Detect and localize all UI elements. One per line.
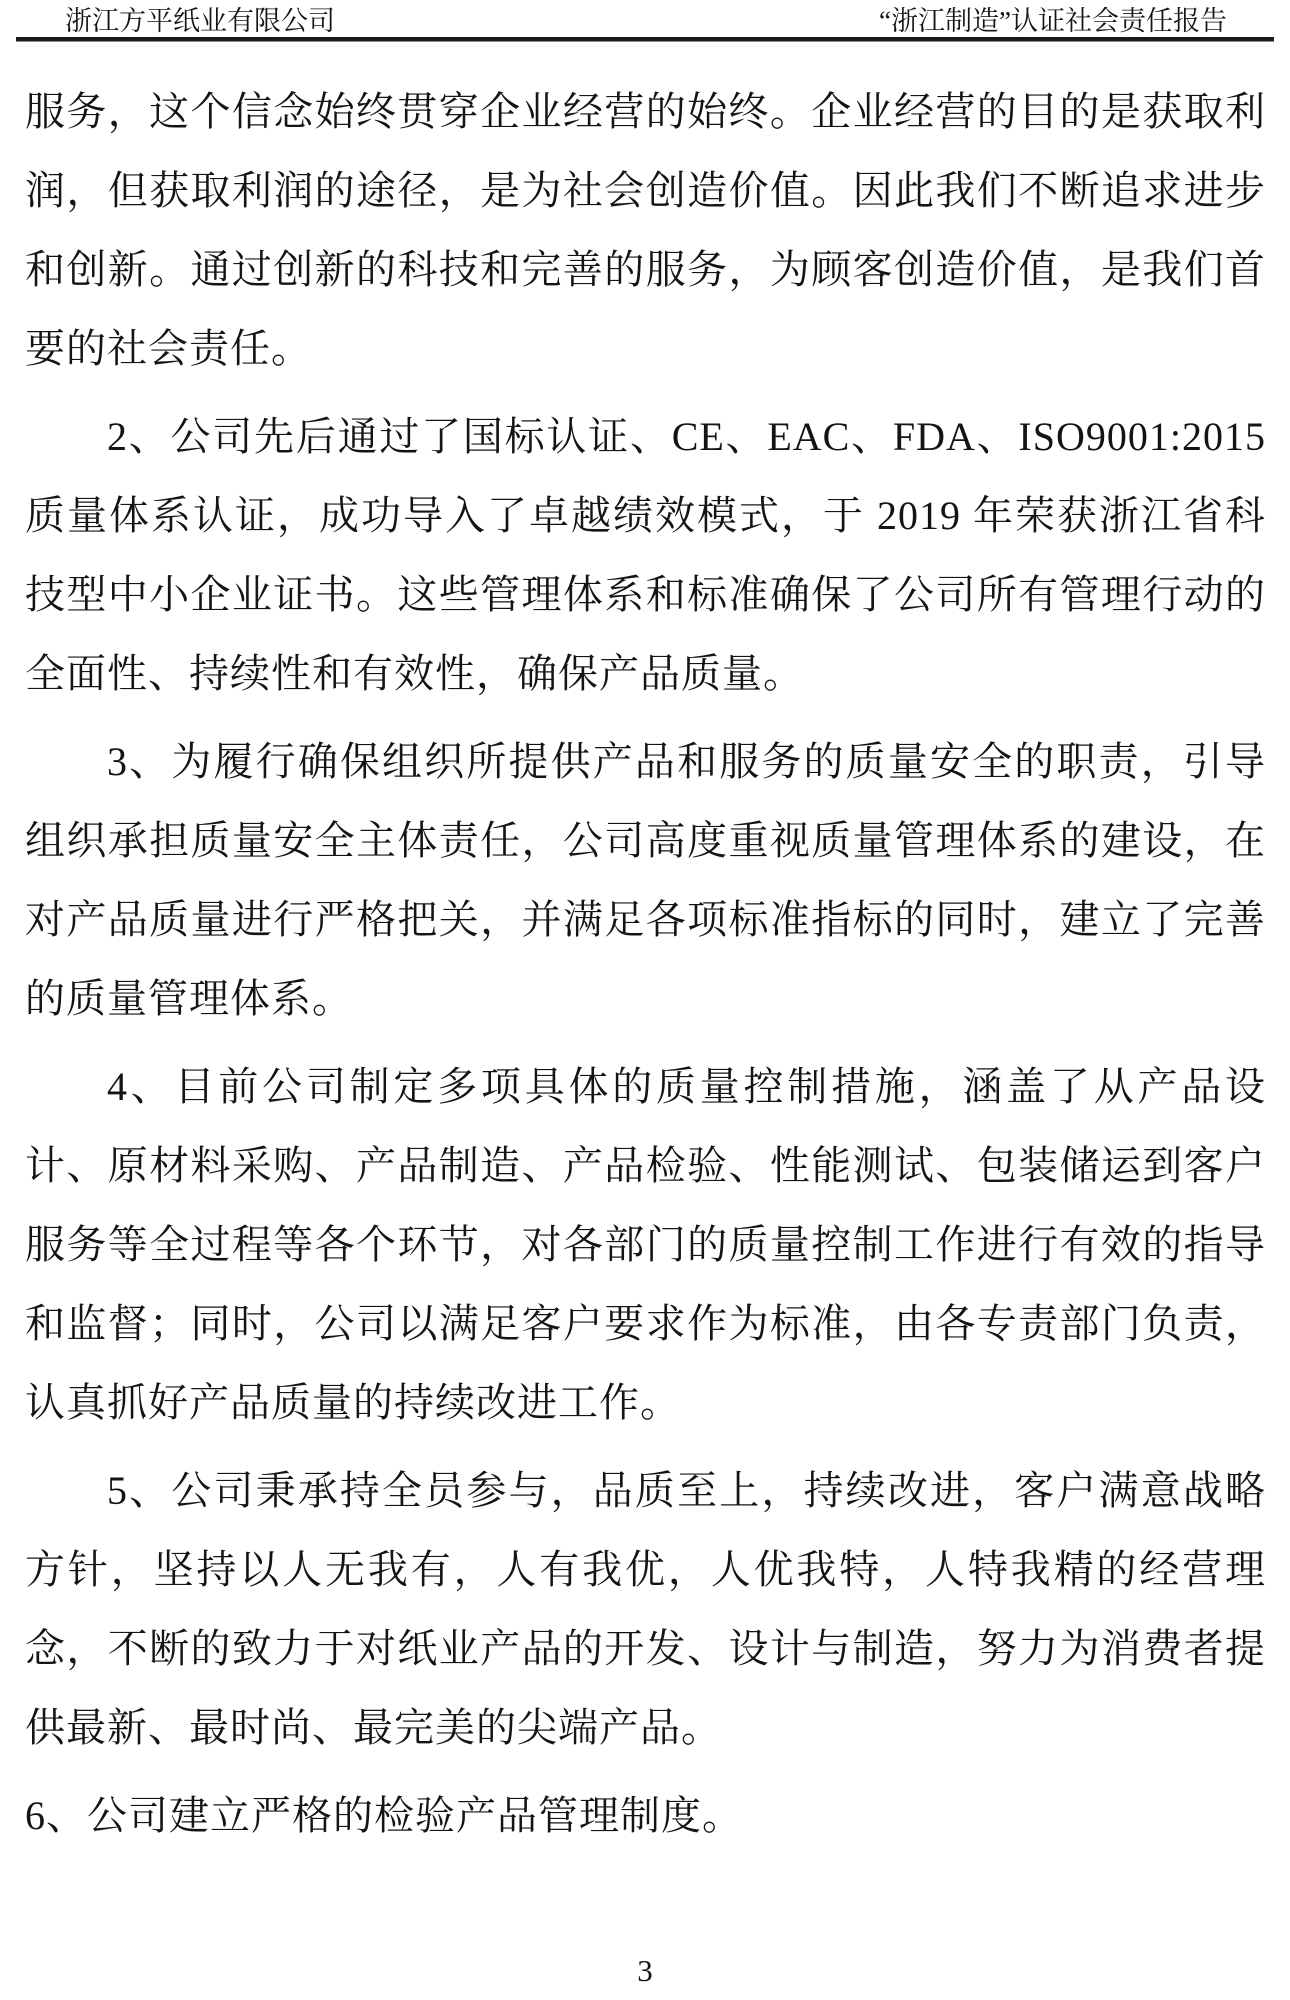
header-company-name: 浙江方平纸业有限公司 [65, 6, 335, 36]
page-header [25, 5, 1265, 37]
paragraph-service-belief: 服务，这个信念始终贯穿企业经营的始终。企业经营的目的是获取利润，但获取利润的途径，是为社会创造价值。因此我们不断追求进步和创新。通过创新的科技和完善的服务，为顾客创造价值，是我们首要的社会责任。 [25, 89, 1266, 371]
paragraph-inspection-system: 6、公司建立严格的检验产品管理制度。 [25, 1793, 743, 1838]
header-divider [16, 37, 1274, 42]
page-number: 3 [637, 1953, 653, 1988]
paragraph-business-philosophy: 5、公司秉承持全员参与，品质至上，持续改进，客户满意战略方针，坚持以人无我有，人有我优，人优我特，人特我精的经营理念，不断的致力于对纸业产品的开发、设计与制造，努力为消费者提供最新、最时尚、最完美的尖端产品。 [25, 1468, 1266, 1750]
header-report-title: “浙江制造”认证社会责任报告 [879, 6, 1227, 36]
paragraph-certifications: 2、公司先后通过了国标认证、CE、EAC、FDA、ISO9001:2015 质量体系认证，成功导入了卓越绩效模式，于 2019 年荣获浙江省科技型中小企业证书。这些管理体系和标准确保了公司所有管理行动的全面性、持续性和有效性，确保产品质量。 [25, 414, 1266, 696]
document-body [25, 72, 1266, 1855]
paragraph-quality-responsibility: 3、为履行确保组织所提供产品和服务的质量安全的职责，引导组织承担质量安全主体责任，公司高度重视质量管理体系的建设，在对产品质量进行严格把关，并满足各项标准指标的同时，建立了完善的质量管理体系。 [25, 739, 1266, 1021]
paragraph-quality-control-measures: 4、目前公司制定多项具体的质量控制措施，涵盖了从产品设计、原材料采购、产品制造、产品检验、性能测试、包装储运到客户服务等全过程等各个环节，对各部门的质量控制工作进行有效的指导和监督；同时，公司以满足客户要求作为标准，由各专责部门负责，认真抓好产品质量的持续改进工作。 [25, 1064, 1266, 1425]
